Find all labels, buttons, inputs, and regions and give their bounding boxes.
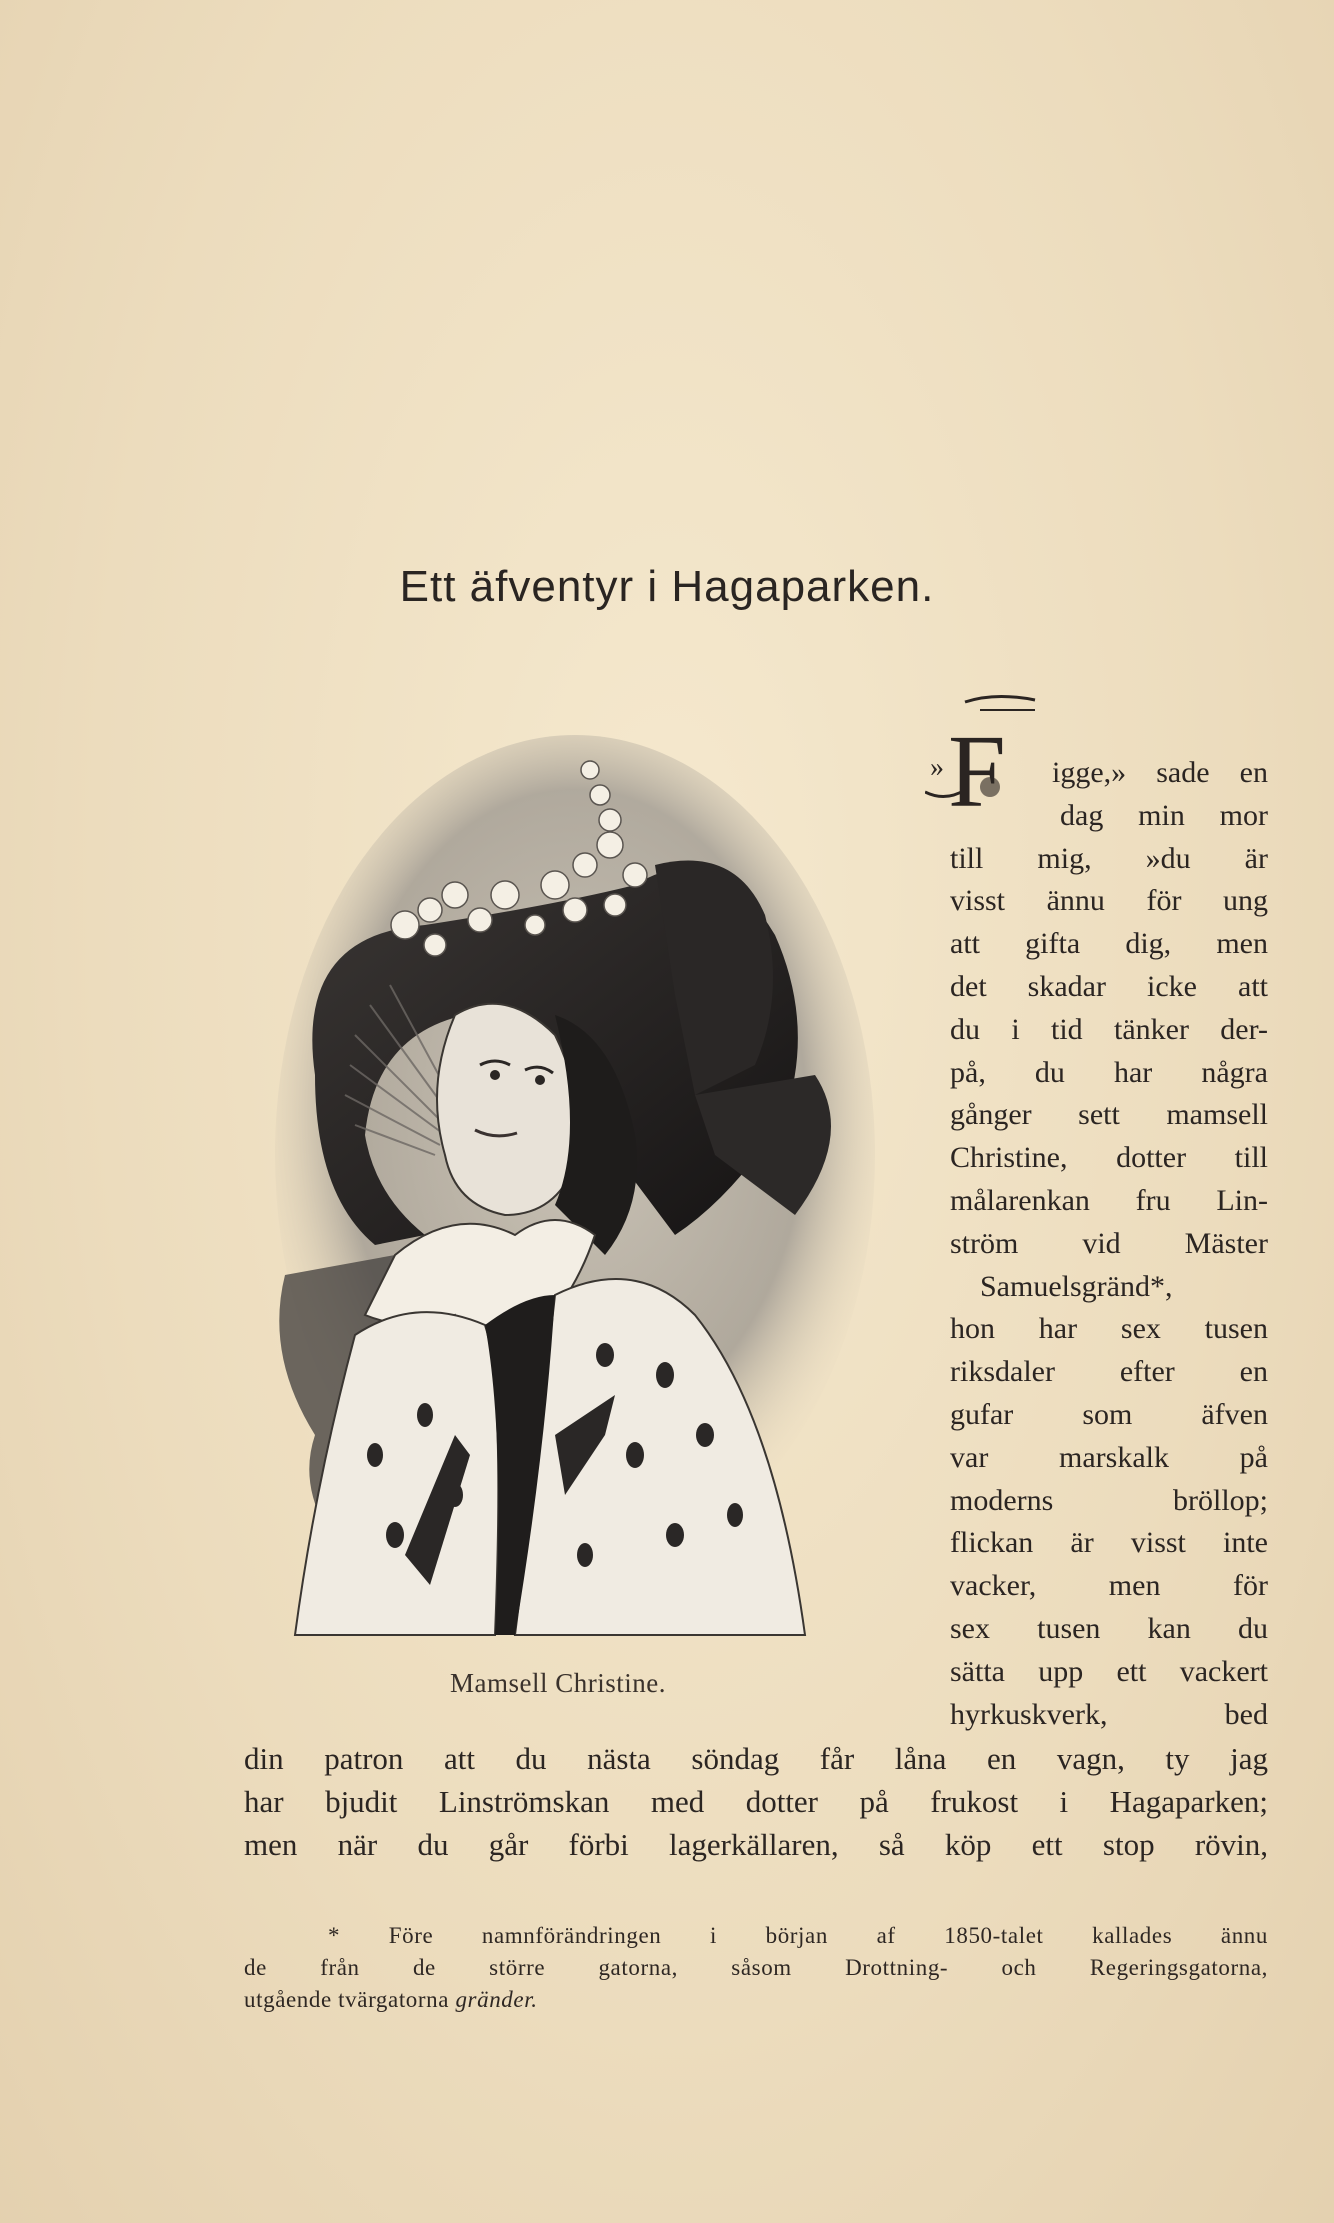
text-line: hyrkuskverk, bed [950, 1697, 1268, 1731]
text-line: vacker, men för [950, 1569, 1268, 1603]
text-line: var marskalk på [950, 1440, 1268, 1474]
portrait-illustration [255, 735, 895, 1640]
text-line: på, du har några [950, 1055, 1268, 1089]
text-line: har bjudit Linströmskan med dotter på frukost i Hagaparken; [244, 1784, 1268, 1819]
opening-quote: » [930, 752, 944, 783]
text-line: hon har sex tusen [950, 1312, 1268, 1346]
full-width-text [244, 1737, 1268, 1866]
dropcap-letter: F [948, 714, 1006, 829]
text-line: sätta upp ett vackert [950, 1654, 1268, 1688]
text-line: du i tid tänker der- [950, 1012, 1268, 1046]
footnote-text: utgående tvärgatorna [244, 1987, 456, 2012]
text-line: det skadar icke att [950, 969, 1268, 1003]
illustration-caption: Mamsell Christine. [450, 1668, 666, 1698]
text-line: Christine, dotter till [950, 1141, 1268, 1175]
text-line: flickan är visst inte [950, 1526, 1268, 1560]
footnote [244, 1920, 1268, 2016]
narrow-text-column [950, 752, 1268, 1736]
text-line: igge,» sade en [1052, 756, 1268, 789]
footnote-line [244, 1984, 1268, 2016]
text-line: moderns bröllop; [950, 1483, 1268, 1517]
text-line: dag min mor [1060, 798, 1268, 832]
footnote-line: * Före namnförändringen i början af 1850-talet kallades ännu [328, 1923, 1268, 1948]
text-line: ström vid Mäster [950, 1226, 1268, 1260]
text-line: visst ännu för ung [950, 884, 1268, 918]
text-line: gufar som äfven [950, 1397, 1268, 1431]
footnote-italic-term: gränder. [455, 1987, 538, 2012]
text-line: men när du går förbi lagerkällaren, så köp ett stop rövin, [244, 1827, 1268, 1862]
text-line: riksdaler efter en [950, 1355, 1268, 1389]
text-line: att gifta dig, men [950, 927, 1268, 961]
text-line: din patron att du nästa söndag får låna en vagn, ty jag [244, 1741, 1268, 1776]
text-line: till mig, »du är [950, 841, 1268, 875]
text-line: Samuelsgränd*, [980, 1269, 1173, 1303]
text-line: målarenkan fru Lin- [950, 1183, 1268, 1217]
chapter-title: Ett äfventyr i Hagaparken. [399, 562, 935, 611]
text-line: gånger sett mamsell [950, 1098, 1268, 1132]
text-line: sex tusen kan du [950, 1611, 1268, 1645]
footnote-line: de från de större gatorna, såsom Drottning- och Regeringsgatorna, [244, 1955, 1268, 1980]
